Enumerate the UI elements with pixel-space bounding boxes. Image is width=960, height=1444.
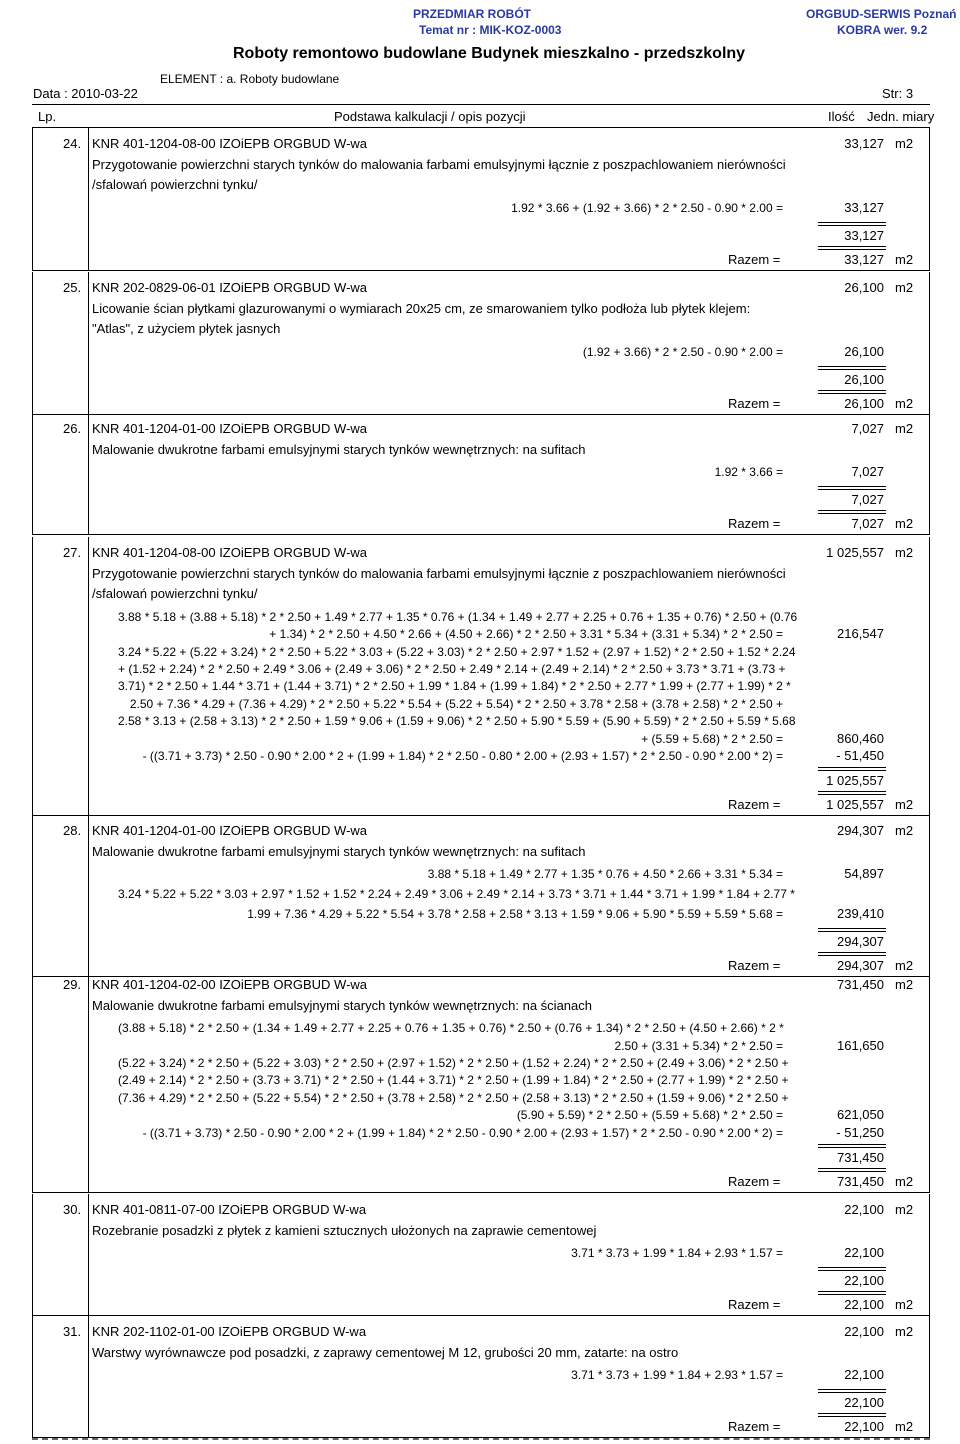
razem-unit: m2 [895,1174,914,1189]
calc-expression: + (1.52 + 2.24) * 2 * 2.50 + 2.49 * 3.06 + (2.49 + 3.06) * 2 * 2.50 + 2.49 * 2.14 + (2.49 + 2.14) * 2 * 2.50 + 3.73 * 3.71 + (3.73 + [118,662,786,676]
position-quantity: 26,100 [844,280,884,295]
calc-value: 54,897 [844,866,884,882]
column-header-unit: Jedn. miary [867,109,935,124]
position-quantity: 22,100 [844,1202,884,1217]
razem-unit: m2 [895,516,914,532]
row-lp-border [88,1316,89,1437]
row-right-border [929,1194,930,1315]
calc-expression: (5.90 + 5.59) * 2 * 2.50 + (5.59 + 5.68) * 2 * 2.50 = [516,1108,783,1123]
row-right-border [929,969,930,1192]
subtotal-rule [818,1267,886,1271]
razem-label: Razem = [728,395,781,411]
calc-value: - 51,250 [836,1124,884,1140]
position-unit: m2 [895,545,914,560]
subtotal-rule [818,486,886,490]
subtotal-rule [818,222,886,226]
razem-value: 1 025,557 [826,797,884,813]
razem-unit: m2 [895,797,914,813]
position-number: 31. [63,1324,82,1339]
razem-rule [818,952,886,956]
position-description: /sfalowań powierzchni tynku/ [92,177,258,193]
row-bottom-border [32,414,930,415]
position-unit: m2 [895,1202,914,1217]
vendor-name: ORGBUD-SERWIS Poznań [806,7,957,21]
calc-expression: - ((3.71 + 3.73) * 2.50 - 0.90 * 2.00 * 2 + (1.99 + 1.84) * 2 * 2.50 - 0.90 * 2.00 + (2.93 + 1.57) * 2 * 2.50 - 0.90 * 2.00 * 2) = [142,1125,783,1140]
row-bottom-border [32,815,930,816]
calc-expression: (7.36 + 4.29) * 2 * 2.50 + (5.22 + 5.54) * 2 * 2.50 + (3.78 + 2.58) * 2 * 2.50 + (2.58 + 3.13) * 2 * 2.50 + (1.59 + 9.06) * 2 * 2.50 + [118,1090,789,1105]
razem-label: Razem = [728,1419,781,1435]
calc-value: 860,460 [837,730,884,746]
program-name: PRZEDMIAR ROBÓT [413,7,531,21]
row-right-border [929,413,930,534]
calc-expression: 3.24 * 5.22 + (5.22 + 3.24) * 2 * 2.50 + 5.22 * 3.03 + (5.22 + 3.03) * 2 * 2.50 + 2.97 * 1.52 + (2.97 + 1.52) * 2 * 2.50 + 1.52 * 2.24 [118,644,796,659]
position-description: Licowanie ścian płytkami glazurowanymi o wymiarach 20x25 cm, ze smarowaniem tylko podłoża lub płytek klejem: [92,300,751,316]
razem-unit: m2 [895,1419,914,1435]
position-unit: m2 [895,823,914,838]
calc-expression: 1.92 * 3.66 + (1.92 + 3.66) * 2 * 2.50 - 0.90 * 2.00 = [511,200,783,215]
row-bottom-border [32,1192,930,1193]
row-bottom-border [32,534,930,535]
row-left-border [32,413,33,534]
position-description: Malowanie dwukrotne farbami emulsyjnymi starych tynków wewnętrznych: na sufitach [92,441,586,457]
razem-value: 26,100 [844,395,884,411]
position-description: /sfalowań powierzchni tynku/ [92,586,258,602]
position-quantity: 731,450 [837,977,884,992]
calc-expression: 3.88 * 5.18 + (3.88 + 5.18) * 2 * 2.50 + 1.49 * 2.77 + 1.35 * 0.76 + (1.34 + 1.49 + 2.77 + 2.25 + 0.76 + 1.35 + 0.76) * 2.50 + (0.76 [118,609,798,624]
position-subtotal: 33,127 [844,227,884,243]
calc-value: 621,050 [837,1107,884,1123]
position-unit: m2 [895,136,914,151]
row-right-border [929,128,930,270]
row-left-border [32,537,33,815]
position-code: KNR 401-1204-08-00 IZOiEPB ORGBUD W-wa [92,136,368,151]
position-subtotal: 22,100 [844,1395,884,1411]
column-header-lp: Lp. [38,109,57,124]
calc-expression: (5.22 + 3.24) * 2 * 2.50 + (5.22 + 3.03) * 2 * 2.50 + (2.97 + 1.52) * 2 * 2.50 + (1.52 + 2.24) * 2 * 2.50 + (2.49 + 3.06) * 2 * 2.50 + [118,1056,789,1070]
document-date: Data : 2010-03-22 [33,86,138,101]
position-subtotal: 22,100 [844,1273,884,1289]
row-bottom-border [32,270,930,271]
razem-unit: m2 [895,251,914,267]
calc-expression: 1.99 + 7.36 * 4.29 + 5.22 * 5.54 + 3.78 * 2.58 + 2.58 * 3.13 + 1.59 * 9.06 + 5.90 * 5.59 + 5.59 * 5.68 = [247,907,783,922]
razem-value: 294,307 [837,958,884,974]
razem-label: Razem = [728,1297,781,1313]
position-code: KNR 401-1204-01-00 IZOiEPB ORGBUD W-wa [92,421,368,436]
subtotal-rule [818,1389,886,1393]
calc-value: 33,127 [844,199,884,215]
subtotal-rule [818,767,886,771]
column-header-basis: Podstawa kalkulacji / opis pozycji [334,109,526,124]
razem-unit: m2 [895,1297,914,1313]
razem-rule [818,1291,886,1295]
position-description: Rozebranie posadzki z płytek z kamieni sztucznych ułożonych na zaprawie cementowej [92,1222,597,1238]
program-version: KOBRA wer. 9.2 [837,23,928,37]
razem-label: Razem = [728,958,781,974]
position-description: Przygotowanie powierzchni starych tynków do malowania farbami emulsyjnymi łącznie z poszpachlowaniem nierówności [92,565,786,581]
razem-label: Razem = [728,251,781,267]
calc-value: 22,100 [844,1245,884,1261]
table-top-border [32,104,930,105]
razem-rule [818,246,886,250]
calc-value: 216,547 [837,626,884,642]
calc-expression: (2.49 + 2.14) * 2 * 2.50 + (3.73 + 3.71) * 2 * 2.50 + (1.44 + 3.71) * 2 * 2.50 + (1.99 + 1.84) * 2 * 2.50 + (2.77 + 1.99) * 2 * 2.50 + [118,1073,789,1088]
calc-value: 239,410 [837,906,884,922]
position-subtotal: 294,307 [837,934,884,950]
row-lp-border [88,815,89,976]
row-lp-border [88,1194,89,1315]
page-bottom-rule [32,1438,930,1440]
position-code: KNR 202-0829-06-01 IZOiEPB ORGBUD W-wa [92,280,368,295]
position-description: Malowanie dwukrotne farbami emulsyjnymi starych tynków wewnętrznych: na sufitach [92,843,586,859]
position-quantity: 33,127 [844,136,884,151]
razem-unit: m2 [895,395,914,411]
position-subtotal: 26,100 [844,371,884,387]
position-code: KNR 401-1204-01-00 IZOiEPB ORGBUD W-wa [92,823,368,838]
position-unit: m2 [895,1324,914,1339]
razem-rule [818,1413,886,1417]
position-number: 30. [63,1202,82,1217]
calc-expression: (1.92 + 3.66) * 2 * 2.50 - 0.90 * 2.00 = [582,344,783,359]
position-number: 25. [63,280,82,295]
position-number: 24. [63,136,82,151]
calc-expression: 1.92 * 3.66 = [714,465,783,480]
razem-value: 7,027 [851,516,884,532]
razem-rule [818,390,886,394]
position-description: Warstwy wyrównawcze pod posadzki, z zaprawy cementowej M 12, grubości 20 mm, zatarte: na ostro [92,1344,679,1360]
razem-label: Razem = [728,516,781,532]
row-lp-border [88,272,89,414]
position-quantity: 22,100 [844,1324,884,1339]
subtotal-rule [818,366,886,370]
calc-expression: 3.88 * 5.18 + 1.49 * 2.77 + 1.35 * 0.76 + 4.50 * 2.66 + 3.31 * 5.34 = [427,867,783,882]
position-subtotal: 7,027 [851,492,884,508]
calc-value: 22,100 [844,1367,884,1383]
element-label: ELEMENT : a. Roboty budowlane [160,72,340,86]
row-lp-border [88,128,89,270]
position-description: Przygotowanie powierzchni starych tynków do malowania farbami emulsyjnymi łącznie z poszpachlowaniem nierówności [92,156,786,172]
row-right-border [929,1316,930,1437]
position-quantity: 7,027 [851,421,884,436]
position-code: KNR 202-1102-01-00 IZOiEPB ORGBUD W-wa [92,1324,367,1339]
razem-rule [818,1168,886,1172]
row-lp-border [88,413,89,534]
position-quantity: 294,307 [837,823,884,838]
position-unit: m2 [895,421,914,436]
row-left-border [32,1316,33,1437]
row-left-border [32,815,33,976]
row-left-border [32,128,33,270]
document-title: Roboty remontowo budowlane Budynek mieszkalno - przedszkolny [233,45,746,62]
row-right-border [929,815,930,976]
calc-value: 7,027 [851,464,884,480]
position-code: KNR 401-1204-08-00 IZOiEPB ORGBUD W-wa [92,545,368,560]
razem-label: Razem = [728,1174,781,1189]
razem-label: Razem = [728,797,781,813]
row-right-border [929,272,930,414]
calc-expression: + 1.34) * 2 * 2.50 + 4.50 * 2.66 + (4.50 + 2.66) * 2 * 2.50 + 3.31 * 5.34 + (3.31 + 5.34) * 2 * 2.50 = [269,627,783,642]
calc-value: - 51,450 [836,748,884,763]
position-code: KNR 401-0811-07-00 IZOiEPB ORGBUD W-wa [92,1202,367,1217]
calc-value: 26,100 [844,343,884,359]
calc-value: 161,650 [837,1037,884,1053]
calc-expression: 2.50 + (3.31 + 5.34) * 2 * 2.50 = [614,1038,783,1053]
row-right-border [929,537,930,815]
row-lp-border [88,969,89,1192]
row-bottom-border [32,1315,930,1316]
column-header-quantity: Ilość [828,109,855,124]
calc-expression: (3.88 + 5.18) * 2 * 2.50 + (1.34 + 1.49 + 2.77 + 2.25 + 0.76 + 1.35 + 0.76) * 2.50 + (0.76 + 1.34) * 2 * 2.50 + (4.50 + 2.66) * 2 * [118,1021,784,1036]
calc-expression: 2.58 * 3.13 + (2.58 + 3.13) * 2 * 2.50 + 1.59 * 9.06 + (1.59 + 9.06) * 2 * 2.50 + 5.90 * 5.59 + (5.90 + 5.59) * 2 * 2.50 + 5.59 * 5.68 [118,714,796,729]
row-lp-border [88,537,89,815]
razem-value: 22,100 [844,1419,884,1435]
calc-expression: + (5.59 + 5.68) * 2 * 2.50 = [641,731,783,746]
position-unit: m2 [895,977,914,992]
razem-value: 22,100 [844,1297,884,1313]
position-quantity: 1 025,557 [826,545,884,560]
position-subtotal: 731,450 [837,1150,884,1165]
position-number: 29. [63,977,82,992]
position-unit: m2 [895,280,914,295]
position-description: Malowanie dwukrotne farbami emulsyjnymi starych tynków wewnętrznych: na ścianach [92,997,592,1013]
position-number: 27. [63,545,82,560]
row-left-border [32,969,33,1192]
razem-value: 731,450 [837,1174,884,1189]
calc-expression: 3.71 * 3.73 + 1.99 * 1.84 + 2.93 * 1.57 = [571,1368,783,1383]
razem-value: 33,127 [844,251,884,267]
razem-unit: m2 [895,958,914,974]
table-header-border [32,127,930,128]
row-left-border [32,272,33,414]
position-description: "Atlas", z użyciem płytek jasnych [92,321,281,337]
position-code: KNR 401-1204-02-00 IZOiEPB ORGBUD W-wa [92,977,368,992]
calc-expression: 2.50 + 7.36 * 4.29 + (7.36 + 4.29) * 2 * 2.50 + 5.22 * 5.54 + (5.22 + 5.54) * 2 * 2.50 + 3.78 * 2.58 + (3.78 + 2.58) * 2 * 2.50 + [129,696,783,711]
subtotal-rule [818,1144,886,1148]
topic-number: Temat nr : MIK-KOZ-0003 [419,23,562,37]
calc-expression: 3.24 * 5.22 + 5.22 * 3.03 + 2.97 * 1.52 + 1.52 * 2.24 + 2.49 * 3.06 + 2.49 * 2.14 + 3.73 * 3.71 + 1.44 * 3.71 + 1.99 * 1.84 + 2.77 * [118,887,795,902]
position-number: 28. [63,823,82,838]
calc-expression: 3.71) * 2 * 2.50 + 1.44 * 3.71 + (1.44 + 3.71) * 2 * 2.50 + 1.99 * 1.84 + (1.99 + 1.84) * 2 * 2.50 + 2.77 * 1.99 + (2.77 + 1.99) * 2 * [118,679,791,694]
page-number: Str: 3 [882,86,914,101]
calc-expression: - ((3.71 + 3.73) * 2.50 - 0.90 * 2.00 * 2 + (1.99 + 1.84) * 2 * 2.50 - 0.80 * 2.00 + (2.93 + 1.57) * 2 * 2.50 - 0.90 * 2.00 * 2) = [142,749,783,763]
position-subtotal: 1 025,557 [826,773,884,789]
row-left-border [32,1194,33,1315]
subtotal-rule [818,928,886,932]
calc-expression: 3.71 * 3.73 + 1.99 * 1.84 + 2.93 * 1.57 = [571,1246,783,1261]
razem-rule [818,510,886,514]
razem-rule [818,791,886,795]
position-number: 26. [63,421,82,436]
